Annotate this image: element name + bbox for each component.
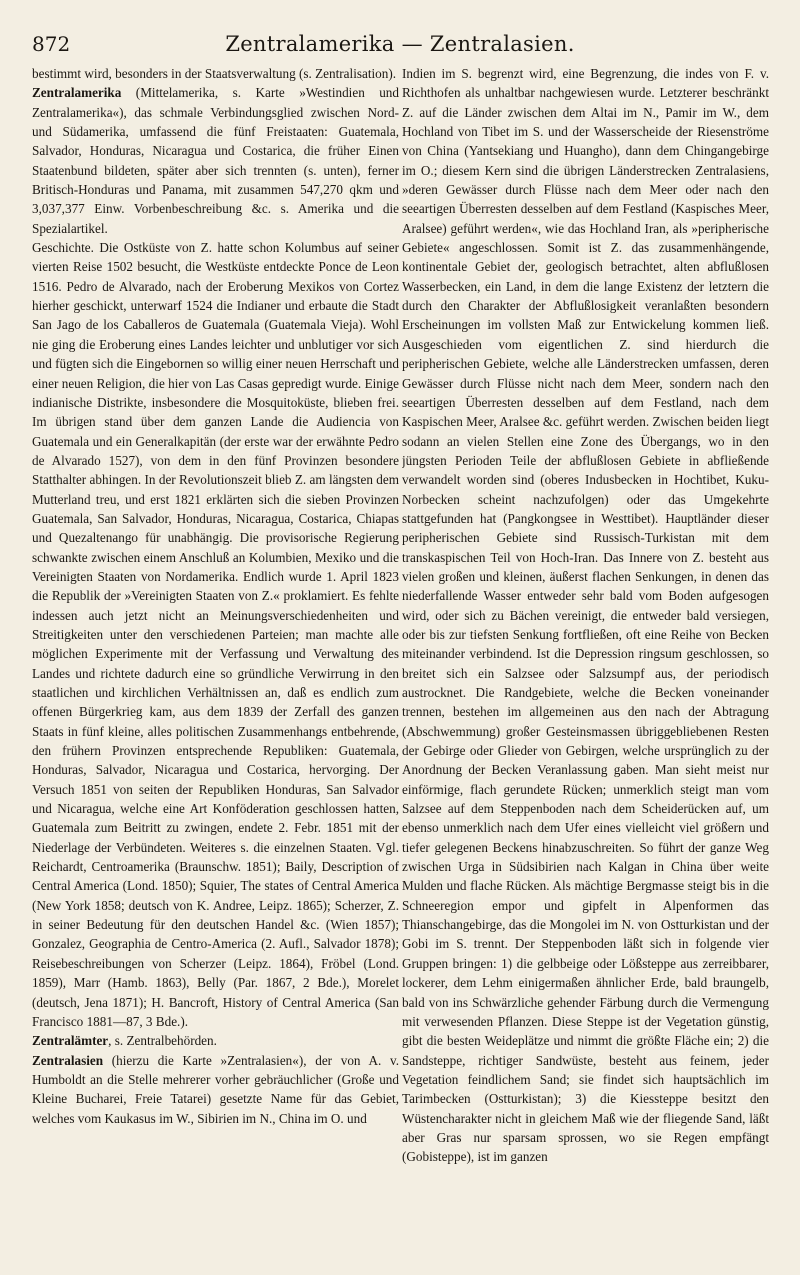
entry-headword: Zentralämter xyxy=(32,1033,109,1049)
entry-paragraph xyxy=(402,64,769,1167)
entry-text: bestimmt wird, besonders in der Staatsverwaltung (s. Zentralisation). xyxy=(32,66,397,81)
entry-paragraph xyxy=(32,1031,399,1050)
entry-text: Indien im S. begrenzt wird, eine Begrenzung, die indes von F. v. Richthofen als unhaltbar nachgewiesen wurde. Letzterer beschränkt Z. auf die Länder zwischen dem Altai im N., Pamir im W., dem Hochland von Tibet im S. und der Wasserscheide der Riesenströme von China (Yantsekiang und Huangho), dann dem Chingangebirge im O.; diesem Kern sind die übrigen Länderstrecken Zentralasiens, »deren Gewässer durch Flüsse nach dem Meer oder nach den seeartigen Überresten desselben auf dem Festland (Kaspisches Meer, Aralsee) geführt werden«, wie das Hochland Iran, als »peripherische Gebiete« angeschlossen. Somit ist Z. das zusammenhängende, kontinentale Gebiet der, geologisch betrachtet, alten abflußlosen Wasserbecken, ein Land, in dem die lange Existenz der letztern die durch den Charakter der Abflußlosigkeit veranlaßten besondern Erscheinungen im vollsten Maß zur Entwickelung kommen ließ. Ausgeschieden vom eigentlichen Z. sind hierdurch die peripherischen Gebiete, welche alle Länderstrecken umfassen, deren Gewässer durch Flüsse nicht nach dem Meer, sondern nach den seeartigen Überresten desselben auf dem Festland, nach dem Kaspischen Meer, Aralsee &c. geführt werden. Zwischen beiden liegt sodann an vielen Stellen eine Zone des Übergangs, wo in den jüngsten Perioden Teile der abflußlosen Gebiete in abfließende verwandelt worden sind (oberes Indusbecken in Hochtibet, Kuku-Norbecken scheint nachzufolgen) oder das Umgekehrte stattgefunden hat (Pangkongsee in Westtibet). Hauptländer dieser peripherischen Gebiete sind Russisch-Turkistan mit dem transkaspischen Teil von Hoch-Iran. Das Innere von Z. besteht aus vielen großen und kleinen, äußerst flachen Senkungen, in denen das niederfallende Wasser entweder sehr bald vom Boden aufgesogen wird, oder sich zu Bächen vereinigt, die entweder bald versiegen, oder bis zur tiefsten Senkung fortfließen, oft eine Reihe von Becken miteinander verbindend. Ist die Depression ringsum geschlossen, so breitet sich ein Salzsee oder Salzsumpf aus, der periodisch austrocknet. Die Randgebiete, welche die Becken voneinander trennen, bestehen im allgemeinen aus den nach der Abtragung (Abschwemmung) großer Gesteinsmassen übriggebliebenen Resten der Gebirge oder Glieder von Gebirgen, welche ursprünglich zu der Anordnung der Becken Veranlassung gaben. Man sieht meist nur einförmige, flach gerundete Rücken; unmerklich steigt man vom Salzsee auf dem Steppenboden nach dem Scheiderücken auf, um ebenso unmerklich nach dem Ufer eines vielleicht viel größern und tiefer gelegenen Beckens hinabzuschreiten. So führt der ganze Weg zwischen Urga in Südsibirien nach Kalgan in China über weite Mulden und flache Rücken. Als mächtige Bergmasse steigt bis in die Schneeregion empor und gipfelt in Alpenformen das Thianschangebirge, das die Mongolei im N. von Ostturkistan und der Gobi im S. trennt. Der Steppenboden läßt sich in folgende vier Gruppen bringen: 1) die gelbbeige oder Lößsteppe aus zerreibbarer, lockerer, dem Lehm einigermaßen ähnlicher Erde, bald braungelb, bald von ins Schwärzliche gehender Färbung durch die Vermengung mit verwesenden Pflanzen. Diese Steppe ist der Vegetation günstig, gibt die besten Weideplätze und nimmt die größte Fläche ein; 2) die Sandsteppe, richtiger Sandwüste, besteht aus feinem, jeder Vegetation feindlichem Sand; sie findet sich hauptsächlich im Tarimbecken (Ostturkistan); 3) die Kiessteppe besitzt den Wüstencharakter nicht in gleichem Maß wie der fliegende Sand, läßt aber Gras nur sparsam sprossen, wo sie Regen empfängt (Gobisteppe), ist im ganzen xyxy=(402,66,769,1165)
entry-paragraph xyxy=(32,83,399,238)
entry-text: , s. Zentralbehörden. xyxy=(108,1033,217,1049)
right-column xyxy=(402,64,769,1264)
entry-paragraph xyxy=(32,238,399,1031)
entry-text: Geschichte. Die Ostküste von Z. hatte schon Kolumbus auf seiner vierten Reise 1502 besucht, die Westküste entdeckte Ponce de Leon 1516. Pedro de Alvarado, nach der Eroberung Mexikos von Cortez hierher geschickt, unterwarf 1524 die Indianer und erbaute die Stadt San Jago de los Caballeros de Guatemala (Guatemala Vieja). Wohl nie ging die Eroberung eines Landes leichter und unblutiger vor sich und fügten sich die Eingebornen so willig einer neuen Herrschaft und einer neuen Religion, die hier von Las Casas gepredigt wurde. Einige indianische Distrikte, insbesondere die Mosquitoküste, blieben frei. Im übrigen stand über dem ganzen Lande die Audiencia von Guatemala und ein Generalkapitän (der erste war der erwähnte Pedro de Alvarado 1527), von dem in den fünf Provinzen besondere Statthalter abhingen. In der Revolutionszeit blieb Z. am längsten dem Mutterland treu, und erst 1821 erklärten sich die sieben Provinzen Guatemala, San Salvador, Honduras, Nicaragua, Costarica, Chiapas und Quezaltenango für unabhängig. Die provisorische Regierung schwankte zwischen einem Anschluß an Kolumbien, Mexiko und die Vereinigten Staaten von Nordamerika. Endlich wurde 1. April 1823 die Republik der »Vereinigten Staaten von Z.« proklamiert. Es fehlte indessen auch jetzt nicht an Meinungsverschiedenheiten und Streitigkeiten unter den verschiedenen Parteien; man machte alle möglichen Experimente mit der Verfassung und Verwaltung des Landes und richtete dadurch eine so gründliche Verwirrung in den staatlichen und kirchlichen Verhältnissen an, daß es endlich zum offenen Bürgerkrieg kam, aus dem 1839 der Zerfall des ganzen Staats in fünf kleine, alles politischen Zusammenhangs entbehrende, den frühern Provinzen entsprechende Republiken: Guatemala, Honduras, Salvador, Nicaragua und Costarica, hervorging. Der Versuch 1851 von seiten der Republiken Honduras, San Salvador und Nicaragua, welche eine Art Konföderation geschlossen hatten, Guatemala zum Beitritt zu zwingen, endete 2. Febr. 1851 mit der Niederlage der Verbündeten. Weiteres s. die einzelnen Staaten. Vgl. Reichardt, Centroamerika (Braunschw. 1851); Baily, Description of Central America (Lond. 1850); Squier, The states of Central America (New York 1858; deutsch von K. Andree, Leipz. 1865); Scherzer, Z. in seiner Bedeutung für den deutschen Handel &c. (Wien 1857); Gonzalez, Geographia de Centro-America (2. Aufl., Salvador 1878); Reisebeschreibungen von Scherzer (Leipz. 1864), Fröbel (Lond. 1859), Marr (Hamb. 1863), Belly (Par. 1867, 2 Bde.), Morelet (deutsch, Jena 1871); H. Bancroft, History of Central America (San Francisco 1881—87, 3 Bde.). xyxy=(32,240,399,1029)
entry-text: (Mittelamerika, s. Karte »Westindien und Zentralamerika«), das schmale Verbindungsglied zwischen Nord- und Südamerika, umfassend die fünf Freistaaten: Guatemala, Salvador, Honduras, Nicaragua und Costarica, die früher Einen Staatenbund bildeten, später aber sich trennten (s. unten), ferner Britisch-Honduras und Panama, mit zusammen 547,270 qkm und 3,037,377 Einw. Vorbenbeschreibung &c. s. Amerika und die Spezialartikel. xyxy=(32,85,399,236)
entry-paragraph xyxy=(32,1051,399,1128)
page-number: 872 xyxy=(32,32,71,56)
entry-paragraph xyxy=(32,64,399,83)
entry-headword: Zentralamerika xyxy=(32,85,122,101)
running-title: Zentralamerika — Zentralasien. xyxy=(225,32,575,56)
page-header xyxy=(32,24,768,58)
left-column xyxy=(32,64,399,1264)
entry-text: (hierzu die Karte »Zentralasien«), der von A. v. Humboldt an die Stelle mehrerer vorher gebräuchlicher (Große und Kleine Bucharei, Freie Tatarei) gesetzte Name für das Gebiet, welches vom Kaukasus im W., Sibirien im N., China im O. und xyxy=(32,1052,399,1126)
entry-headword: Zentralasien xyxy=(32,1052,104,1068)
